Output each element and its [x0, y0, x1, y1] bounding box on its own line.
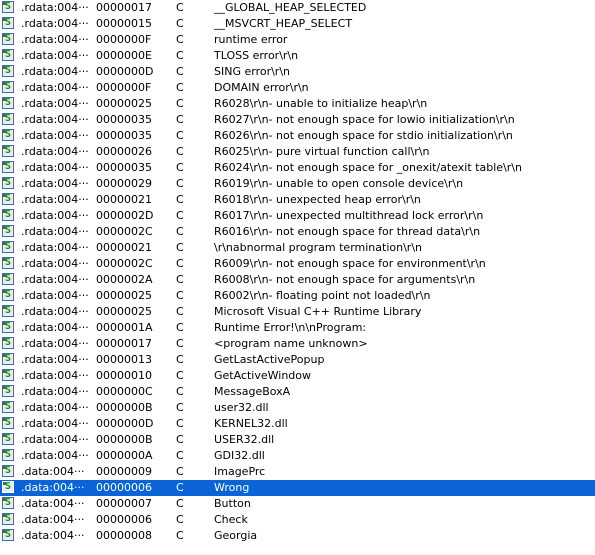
string-literal-icon — [2, 225, 14, 237]
length-cell: 0000000B — [96, 433, 153, 446]
string-literal-icon — [2, 369, 14, 381]
type-cell: C — [176, 497, 184, 510]
icon-glyph: S — [5, 337, 12, 348]
list-item[interactable] — [0, 288, 595, 304]
list-item[interactable] — [0, 400, 595, 416]
string-literal-icon — [2, 65, 14, 77]
address-cell: .rdata:004··· — [21, 241, 89, 254]
type-cell: C — [176, 81, 184, 94]
icon-glyph: S — [5, 497, 12, 508]
list-item[interactable] — [0, 64, 595, 80]
string-literal-icon — [2, 529, 14, 541]
string-cell: GetLastActivePopup — [214, 353, 325, 366]
type-cell: C — [176, 49, 184, 62]
string-cell: Georgia — [214, 529, 258, 542]
string-literal-icon — [2, 113, 14, 125]
string-literal-icon — [2, 81, 14, 93]
icon-glyph: S — [5, 161, 12, 172]
length-cell: 0000000F — [96, 33, 152, 46]
string-literal-icon — [2, 209, 14, 221]
length-cell: 00000021 — [96, 241, 152, 254]
icon-glyph: S — [5, 129, 12, 140]
address-cell: .rdata:004··· — [21, 401, 89, 414]
string-cell: R6018\r\n- unexpected heap error\r\n — [214, 193, 421, 206]
address-cell: .rdata:004··· — [21, 369, 89, 382]
string-cell: KERNEL32.dll — [214, 417, 288, 430]
type-cell: C — [176, 417, 184, 430]
list-item[interactable] — [0, 192, 595, 208]
string-literal-icon — [2, 257, 14, 269]
icon-glyph: S — [5, 113, 12, 124]
length-cell: 0000000D — [96, 417, 154, 430]
string-cell: R6028\r\n- unable to initialize heap\r\n — [214, 97, 428, 110]
type-cell: C — [176, 321, 184, 334]
length-cell: 00000013 — [96, 353, 152, 366]
address-cell: .rdata:004··· — [21, 65, 89, 78]
address-cell: .rdata:004··· — [21, 145, 89, 158]
icon-glyph: S — [5, 177, 12, 188]
address-cell: .rdata:004··· — [21, 321, 89, 334]
string-cell: SING error\r\n — [214, 65, 291, 78]
address-cell: .rdata:004··· — [21, 113, 89, 126]
string-literal-icon — [2, 289, 14, 301]
string-cell: R6016\r\n- not enough space for thread data\r\n — [214, 225, 481, 238]
address-cell: .rdata:004··· — [21, 305, 89, 318]
string-cell: MessageBoxA — [214, 385, 291, 398]
address-cell: .rdata:004··· — [21, 81, 89, 94]
string-cell: Microsoft Visual C++ Runtime Library — [214, 305, 422, 318]
length-cell: 0000000E — [96, 49, 152, 62]
length-cell: 00000026 — [96, 145, 152, 158]
string-literal-icon — [2, 353, 14, 365]
icon-glyph: S — [5, 321, 12, 332]
string-cell: DOMAIN error\r\n — [214, 81, 309, 94]
string-literal-icon — [2, 449, 14, 461]
string-literal-icon — [2, 241, 14, 253]
string-cell: user32.dll — [214, 401, 269, 414]
icon-glyph: S — [5, 257, 12, 268]
type-cell: C — [176, 129, 184, 142]
string-literal-icon — [2, 17, 14, 29]
string-literal-icon — [2, 401, 14, 413]
length-cell: 0000000A — [96, 449, 153, 462]
string-literal-icon — [2, 513, 14, 525]
type-cell: C — [176, 353, 184, 366]
address-cell: .rdata:004··· — [21, 1, 89, 14]
string-literal-icon — [2, 385, 14, 397]
length-cell: 0000000B — [96, 401, 153, 414]
string-literal-icon — [2, 497, 14, 509]
string-cell: GDI32.dll — [214, 449, 265, 462]
type-cell: C — [176, 529, 184, 542]
list-item[interactable] — [0, 416, 595, 432]
type-cell: C — [176, 145, 184, 158]
icon-glyph: S — [5, 433, 12, 444]
string-cell: \r\nabnormal program termination\r\n — [214, 241, 422, 254]
list-item[interactable] — [0, 112, 595, 128]
list-item[interactable] — [0, 448, 595, 464]
length-cell: 00000017 — [96, 337, 152, 350]
type-cell: C — [176, 257, 184, 270]
address-cell: .rdata:004··· — [21, 433, 89, 446]
list-item[interactable] — [0, 16, 595, 32]
list-item[interactable] — [0, 256, 595, 272]
type-cell: C — [176, 33, 184, 46]
string-cell: __MSVCRT_HEAP_SELECT — [214, 17, 353, 30]
type-cell: C — [176, 177, 184, 190]
address-cell: .data:004··· — [21, 513, 85, 526]
length-cell: 00000025 — [96, 289, 152, 302]
string-literal-icon — [2, 193, 14, 205]
address-cell: .data:004··· — [21, 481, 85, 494]
icon-glyph: S — [5, 417, 12, 428]
string-literal-icon — [2, 33, 14, 45]
type-cell: C — [176, 17, 184, 30]
list-item[interactable] — [0, 208, 595, 224]
type-cell: C — [176, 401, 184, 414]
list-item[interactable] — [0, 304, 595, 320]
length-cell: 00000017 — [96, 1, 152, 14]
string-literal-icon — [2, 321, 14, 333]
list-item[interactable] — [0, 176, 595, 192]
string-cell: R6017\r\n- unexpected multithread lock error\r\n — [214, 209, 484, 222]
address-cell: .rdata:004··· — [21, 17, 89, 30]
length-cell: 00000029 — [96, 177, 152, 190]
length-cell: 00000035 — [96, 161, 152, 174]
icon-glyph: S — [5, 81, 12, 92]
address-cell: .rdata:004··· — [21, 417, 89, 430]
address-cell: .rdata:004··· — [21, 129, 89, 142]
length-cell: 00000008 — [96, 529, 152, 542]
icon-glyph: S — [5, 465, 12, 476]
string-cell: Runtime Error!\n\nProgram: — [214, 321, 367, 334]
type-cell: C — [176, 433, 184, 446]
icon-glyph: S — [5, 385, 12, 396]
length-cell: 0000002C — [96, 257, 153, 270]
list-item[interactable] — [0, 496, 595, 512]
address-cell: .rdata:004··· — [21, 177, 89, 190]
list-item[interactable] — [0, 48, 595, 64]
length-cell: 00000007 — [96, 497, 152, 510]
length-cell: 0000002A — [96, 273, 153, 286]
address-cell: .rdata:004··· — [21, 385, 89, 398]
string-literal-icon — [2, 337, 14, 349]
list-item[interactable] — [0, 512, 595, 528]
type-cell: C — [176, 385, 184, 398]
icon-glyph: S — [5, 145, 12, 156]
type-cell: C — [176, 209, 184, 222]
type-cell: C — [176, 1, 184, 14]
string-cell: R6009\r\n- not enough space for environment\r\n — [214, 257, 486, 270]
type-cell: C — [176, 513, 184, 526]
type-cell: C — [176, 273, 184, 286]
string-literal-icon — [2, 97, 14, 109]
list-item[interactable] — [0, 240, 595, 256]
length-cell: 00000035 — [96, 113, 152, 126]
type-cell: C — [176, 369, 184, 382]
length-cell: 00000009 — [96, 465, 152, 478]
icon-glyph: S — [5, 97, 12, 108]
string-cell: ImagePrc — [214, 465, 266, 478]
list-item[interactable] — [0, 384, 595, 400]
icon-glyph: S — [5, 65, 12, 76]
string-literal-icon — [2, 305, 14, 317]
list-item[interactable] — [0, 480, 595, 496]
type-cell: C — [176, 97, 184, 110]
list-item[interactable] — [0, 368, 595, 384]
address-cell: .rdata:004··· — [21, 289, 89, 302]
list-item[interactable] — [0, 432, 595, 448]
icon-glyph: S — [5, 273, 12, 284]
list-item[interactable] — [0, 144, 595, 160]
icon-glyph: S — [5, 369, 12, 380]
length-cell: 00000025 — [96, 305, 152, 318]
icon-glyph: S — [5, 529, 12, 540]
length-cell: 0000000F — [96, 81, 152, 94]
icon-glyph: S — [5, 481, 12, 492]
icon-glyph: S — [5, 449, 12, 460]
icon-glyph: S — [5, 17, 12, 28]
type-cell: C — [176, 305, 184, 318]
length-cell: 0000002C — [96, 225, 153, 238]
string-literal-icon — [2, 145, 14, 157]
list-item[interactable] — [0, 80, 595, 96]
string-literal-icon — [2, 161, 14, 173]
string-literal-icon — [2, 417, 14, 429]
string-cell: R6002\r\n- floating point not loaded\r\n — [214, 289, 431, 302]
string-cell: USER32.dll — [214, 433, 275, 446]
icon-glyph: S — [5, 49, 12, 60]
string-literal-icon — [2, 49, 14, 61]
icon-glyph: S — [5, 401, 12, 412]
string-cell: Button — [214, 497, 251, 510]
address-cell: .rdata:004··· — [21, 209, 89, 222]
address-cell: .rdata:004··· — [21, 353, 89, 366]
icon-glyph: S — [5, 33, 12, 44]
string-cell: Wrong — [214, 481, 250, 494]
list-item[interactable] — [0, 528, 595, 544]
address-cell: .rdata:004··· — [21, 161, 89, 174]
string-cell: R6026\r\n- not enough space for stdio initialization\r\n — [214, 129, 513, 142]
icon-glyph: S — [5, 289, 12, 300]
length-cell: 00000035 — [96, 129, 152, 142]
list-item[interactable] — [0, 352, 595, 368]
list-item[interactable] — [0, 224, 595, 240]
icon-glyph: S — [5, 353, 12, 364]
length-cell: 0000000D — [96, 65, 154, 78]
address-cell: .rdata:004··· — [21, 225, 89, 238]
type-cell: C — [176, 449, 184, 462]
list-item[interactable] — [0, 272, 595, 288]
string-cell: runtime error — [214, 33, 288, 46]
address-cell: .data:004··· — [21, 465, 85, 478]
type-cell: C — [176, 481, 184, 494]
address-cell: .rdata:004··· — [21, 337, 89, 350]
length-cell: 0000000C — [96, 385, 153, 398]
string-literal-icon — [2, 481, 14, 493]
string-cell: GetActiveWindow — [214, 369, 312, 382]
address-cell: .rdata:004··· — [21, 257, 89, 270]
string-cell: R6008\r\n- not enough space for arguments\r\n — [214, 273, 476, 286]
string-cell: __GLOBAL_HEAP_SELECTED — [214, 1, 367, 14]
icon-glyph: S — [5, 241, 12, 252]
list-item[interactable] — [0, 160, 595, 176]
length-cell: 00000025 — [96, 97, 152, 110]
length-cell: 00000015 — [96, 17, 152, 30]
string-literal-icon — [2, 1, 14, 13]
length-cell: 0000001A — [96, 321, 153, 334]
address-cell: .rdata:004··· — [21, 33, 89, 46]
type-cell: C — [176, 225, 184, 238]
list-item[interactable] — [0, 96, 595, 112]
type-cell: C — [176, 113, 184, 126]
length-cell: 00000021 — [96, 193, 152, 206]
type-cell: C — [176, 241, 184, 254]
type-cell: C — [176, 289, 184, 302]
icon-glyph: S — [5, 209, 12, 220]
address-cell: .data:004··· — [21, 529, 85, 542]
address-cell: .rdata:004··· — [21, 49, 89, 62]
string-cell: R6019\r\n- unable to open console device\r\n — [214, 177, 464, 190]
string-cell: Check — [214, 513, 248, 526]
string-literal-icon — [2, 433, 14, 445]
list-item[interactable] — [0, 320, 595, 336]
type-cell: C — [176, 161, 184, 174]
length-cell: 00000006 — [96, 481, 152, 494]
icon-glyph: S — [5, 1, 12, 12]
list-item[interactable] — [0, 336, 595, 352]
list-item[interactable] — [0, 128, 595, 144]
length-cell: 0000002D — [96, 209, 154, 222]
address-cell: .rdata:004··· — [21, 449, 89, 462]
list-item[interactable] — [0, 32, 595, 48]
string-cell: <program name unknown> — [214, 337, 368, 350]
type-cell: C — [176, 65, 184, 78]
string-literal-icon — [2, 129, 14, 141]
address-cell: .data:004··· — [21, 497, 85, 510]
string-cell: R6024\r\n- not enough space for _onexit/atexit table\r\n — [214, 161, 522, 174]
icon-glyph: S — [5, 225, 12, 236]
address-cell: .rdata:004··· — [21, 97, 89, 110]
string-literal-icon — [2, 177, 14, 189]
string-cell: TLOSS error\r\n — [214, 49, 299, 62]
address-cell: .rdata:004··· — [21, 193, 89, 206]
address-cell: .rdata:004··· — [21, 273, 89, 286]
length-cell: 00000006 — [96, 513, 152, 526]
icon-glyph: S — [5, 513, 12, 524]
string-literal-icon — [2, 273, 14, 285]
list-item[interactable] — [0, 464, 595, 480]
list-item[interactable] — [0, 0, 595, 16]
type-cell: C — [176, 465, 184, 478]
icon-glyph: S — [5, 193, 12, 204]
string-cell: R6025\r\n- pure virtual function call\r\n — [214, 145, 430, 158]
string-cell: R6027\r\n- not enough space for lowio initialization\r\n — [214, 113, 515, 126]
type-cell: C — [176, 337, 184, 350]
string-literal-icon — [2, 465, 14, 477]
icon-glyph: S — [5, 305, 12, 316]
length-cell: 00000010 — [96, 369, 152, 382]
type-cell: C — [176, 193, 184, 206]
